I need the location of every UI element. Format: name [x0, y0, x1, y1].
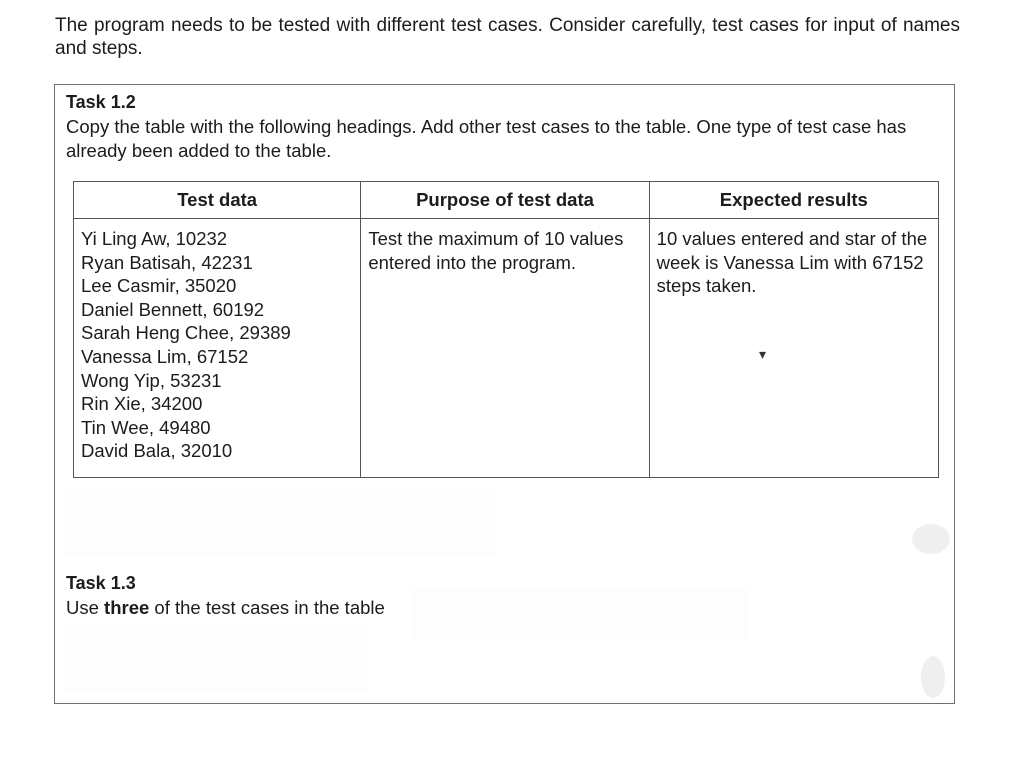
header-expected-results: Expected results [649, 182, 938, 219]
table-row [74, 219, 939, 478]
table-header-row [74, 182, 939, 219]
scan-whiteout-patch [65, 630, 367, 692]
expected-results-cell [649, 219, 938, 478]
list-item: Vanessa Lim, 67152 [81, 345, 249, 367]
list-item: Tin Wee, 49480 [81, 416, 211, 438]
header-test-data: Test data [74, 182, 361, 219]
intro-paragraph: The program needs to be tested with different test cases. Consider carefully, test cases for input of names and steps. [55, 15, 960, 59]
task-1-2-heading: Task 1.2 [66, 92, 136, 112]
header-purpose: Purpose of test data [361, 182, 649, 219]
scan-smudge [912, 524, 950, 554]
expected-text: 10 values entered and star of the week is Vanessa Lim with 67152 steps taken. [656, 228, 928, 297]
task-1-2-instructions: Copy the table with the following headings. Add other test cases to the table. One type of test case has already been added to the table. [66, 116, 907, 161]
list-item: Yi Ling Aw, 10232 [81, 228, 228, 249]
purpose-cell [361, 219, 649, 478]
list-item: David Bala, 32010 [81, 440, 233, 462]
scan-smudge [921, 656, 945, 698]
task-1-3-heading: Task 1.3 [66, 573, 136, 593]
list-item: Wong Yip, 53231 [81, 369, 222, 391]
scan-speck: ▾ [759, 346, 767, 362]
task-1-3-text-prefix: Use [66, 597, 105, 618]
task-1-3-text-suffix: of the test cases in the table [149, 597, 385, 618]
list-item: Daniel Bennett, 60192 [81, 298, 265, 320]
task-1-3-text [66, 597, 385, 619]
scan-whiteout-patch [411, 587, 747, 639]
list-item: Lee Casmir, 35020 [81, 275, 237, 297]
list-item: Ryan Batisah, 42231 [81, 251, 253, 273]
list-item: Rin Xie, 34200 [81, 393, 203, 415]
list-item: Sarah Heng Chee, 29389 [81, 322, 291, 344]
test-data-list [81, 227, 354, 463]
scan-whiteout-patch [65, 487, 495, 557]
test-cases-table [73, 181, 939, 478]
task-1-3-text-bold: three [104, 597, 150, 618]
test-data-cell [74, 219, 361, 478]
purpose-text: Test the maximum of 10 values entered into the program. [368, 228, 624, 273]
task-box [54, 84, 955, 704]
